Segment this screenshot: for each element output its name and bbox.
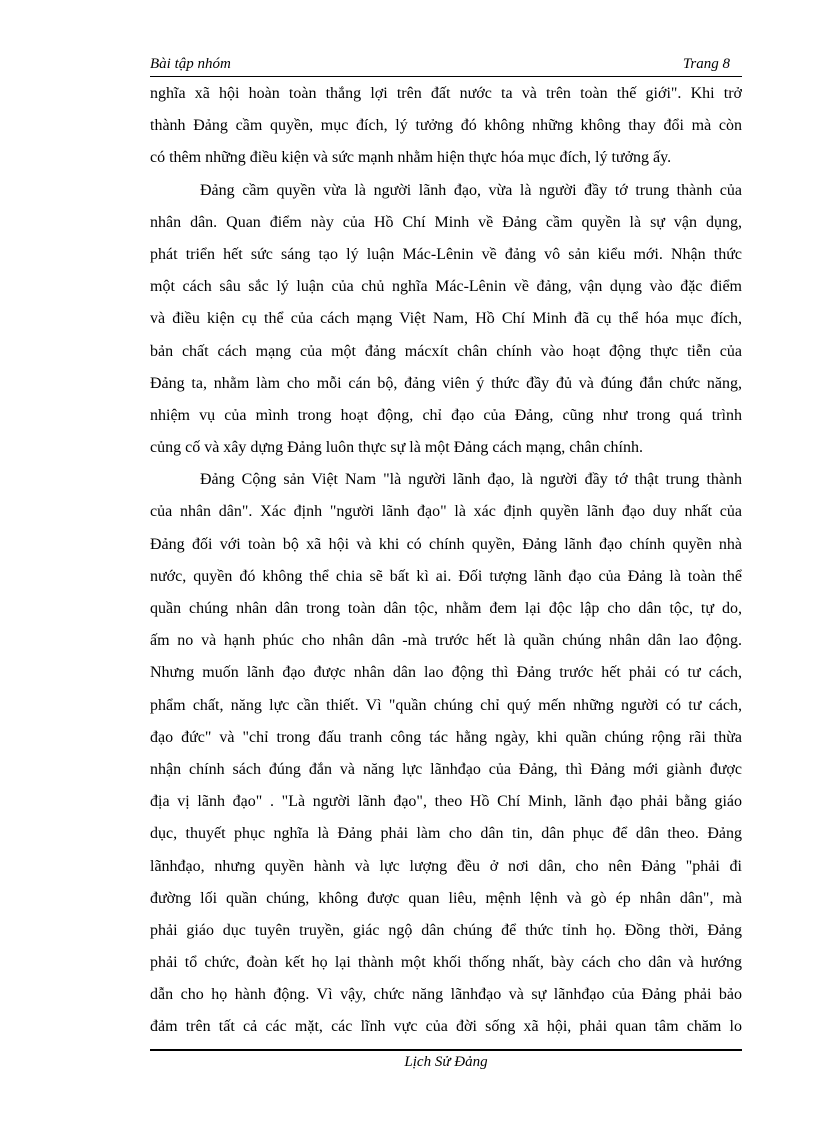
text-line: và điều kiện cụ thể của cách mạng Việt Nam, Hồ Chí Minh đã cụ thể hóa mục đích, [150, 310, 742, 328]
text-line: Đảng ta, nhằm làm cho mỗi cán bộ, đảng viên ý thức đầy đủ và đúng đắn chức năng, [150, 374, 742, 392]
text-line: Đảng đối với toàn bộ xã hội và khi có chính quyền, Đảng lãnh đạo chính quyền nhà [150, 535, 742, 553]
footer-divider [150, 1049, 742, 1051]
text-line: phát triển hết sức sáng tạo lý luận Mác-Lênin về đảng vô sản kiểu mới. Nhận thức [150, 245, 742, 263]
text-line: lãnhđạo, nhưng quyền hành và lực lượng đều ở nơi dân, cho nên Đảng "phải đi [150, 857, 742, 875]
text-line: phẩm chất, năng lực cần thiết. Vì "quần chúng chỉ quý mến những người có tư cách, [150, 696, 742, 714]
text-line: phải tổ chức, đoàn kết họ lại thành một khối thống nhất, bày cách cho dân và hướng [150, 954, 742, 972]
paragraph-first-line: Đảng Cộng sản Việt Nam "là người lãnh đạo, là người đầy tớ thật trung thành [200, 471, 742, 489]
paragraph-first-line: Đảng cầm quyền vừa là người lãnh đạo, vừa là người đầy tớ trung thành của [200, 181, 742, 199]
text-line: quần chúng nhân dân trong toàn dân tộc, nhằm đem lại độc lập cho dân tộc, tự do, [150, 600, 742, 617]
text-line: nước, quyền đó không thể chia sẽ bất kì ai. Đối tượng lãnh đạo của Đảng là toàn thể [150, 567, 742, 585]
page-header [150, 56, 730, 76]
text-line: ấm no và hạnh phúc cho nhân dân -mà trước hết là quần chúng nhân dân lao động. [150, 632, 742, 650]
body-text [150, 78, 742, 1044]
text-line: nghĩa xã hội hoàn toàn thắng lợi trên đất nước ta và trên toàn thế giới". Khi trở [150, 85, 742, 102]
text-line: của nhân dân". Xác định "người lãnh đạo" là xác định quyền lãnh đạo duy nhất của [150, 503, 742, 521]
text-line: thành Đảng cầm quyền, mục đích, lý tưởng đó không những không thay đổi mà còn [150, 117, 742, 135]
text-line: dẫn cho họ hành động. Vì vậy, chức năng lãnhđạo và sự lãnhđạo của Đảng phải bảo [150, 986, 742, 1004]
header-title: Bài tập nhóm [150, 56, 231, 72]
footer-title: Lịch Sử Đảng [404, 1054, 488, 1070]
text-line: địa vị lãnh đạo" . "Là người lãnh đạo", theo Hồ Chí Minh, lãnh đạo phải bằng giáo [150, 793, 742, 811]
text-line: nhiệm vụ của mình trong hoạt động, chỉ đạo của Đảng, cũng như trong quá trình [150, 406, 742, 424]
text-line: phải giáo dục tuyên truyền, giác ngộ dân chúng để thức tỉnh họ. Đồng thời, Đảng [150, 921, 742, 939]
text-line: đường lối quần chúng, không được quan liêu, mệnh lệnh và gò ép nhân dân", mà [150, 889, 742, 907]
text-line: nhận chính sách đúng đắn và năng lực lãnhđạo của Đảng, thì Đảng mới giành được [150, 760, 742, 778]
text-line: nhân dân. Quan điểm này của Hồ Chí Minh về Đảng cầm quyền là sự vận dụng, [150, 213, 742, 231]
text-line: củng cố và xây dựng Đảng luôn thực sự là một Đảng cách mạng, chân chính. [150, 439, 643, 457]
text-line: có thêm những điều kiện và sức mạnh nhằm hiện thực hóa mục đích, lý tưởng ấy. [150, 149, 672, 167]
text-line: đạo đức" và "chỉ trong đấu tranh công tác hằng ngày, khi quần chúng rộng rãi thừa [150, 728, 742, 746]
text-line: dục, thuyết phục nghĩa là Đảng phải làm cho dân tin, dân phục để dân theo. Đảng [150, 825, 742, 843]
header-divider [150, 76, 742, 77]
text-line: Nhưng muốn lãnh đạo được nhân dân lao động thì Đảng trước hết phải có tư cách, [150, 664, 742, 682]
text-line: một cách sâu sắc lý luận của chủ nghĩa Mác-Lênin về đảng, vận dụng vào đặc điểm [150, 278, 742, 296]
text-line: đảm trên tất cả các mặt, các lĩnh vực của đời sống xã hội, phải quan tâm chăm lo [150, 1018, 742, 1036]
header-page-number: Trang 8 [682, 56, 730, 72]
text-line: bản chất cách mạng của một đảng mácxít chân chính vào hoạt động thực tiễn của [150, 342, 742, 360]
